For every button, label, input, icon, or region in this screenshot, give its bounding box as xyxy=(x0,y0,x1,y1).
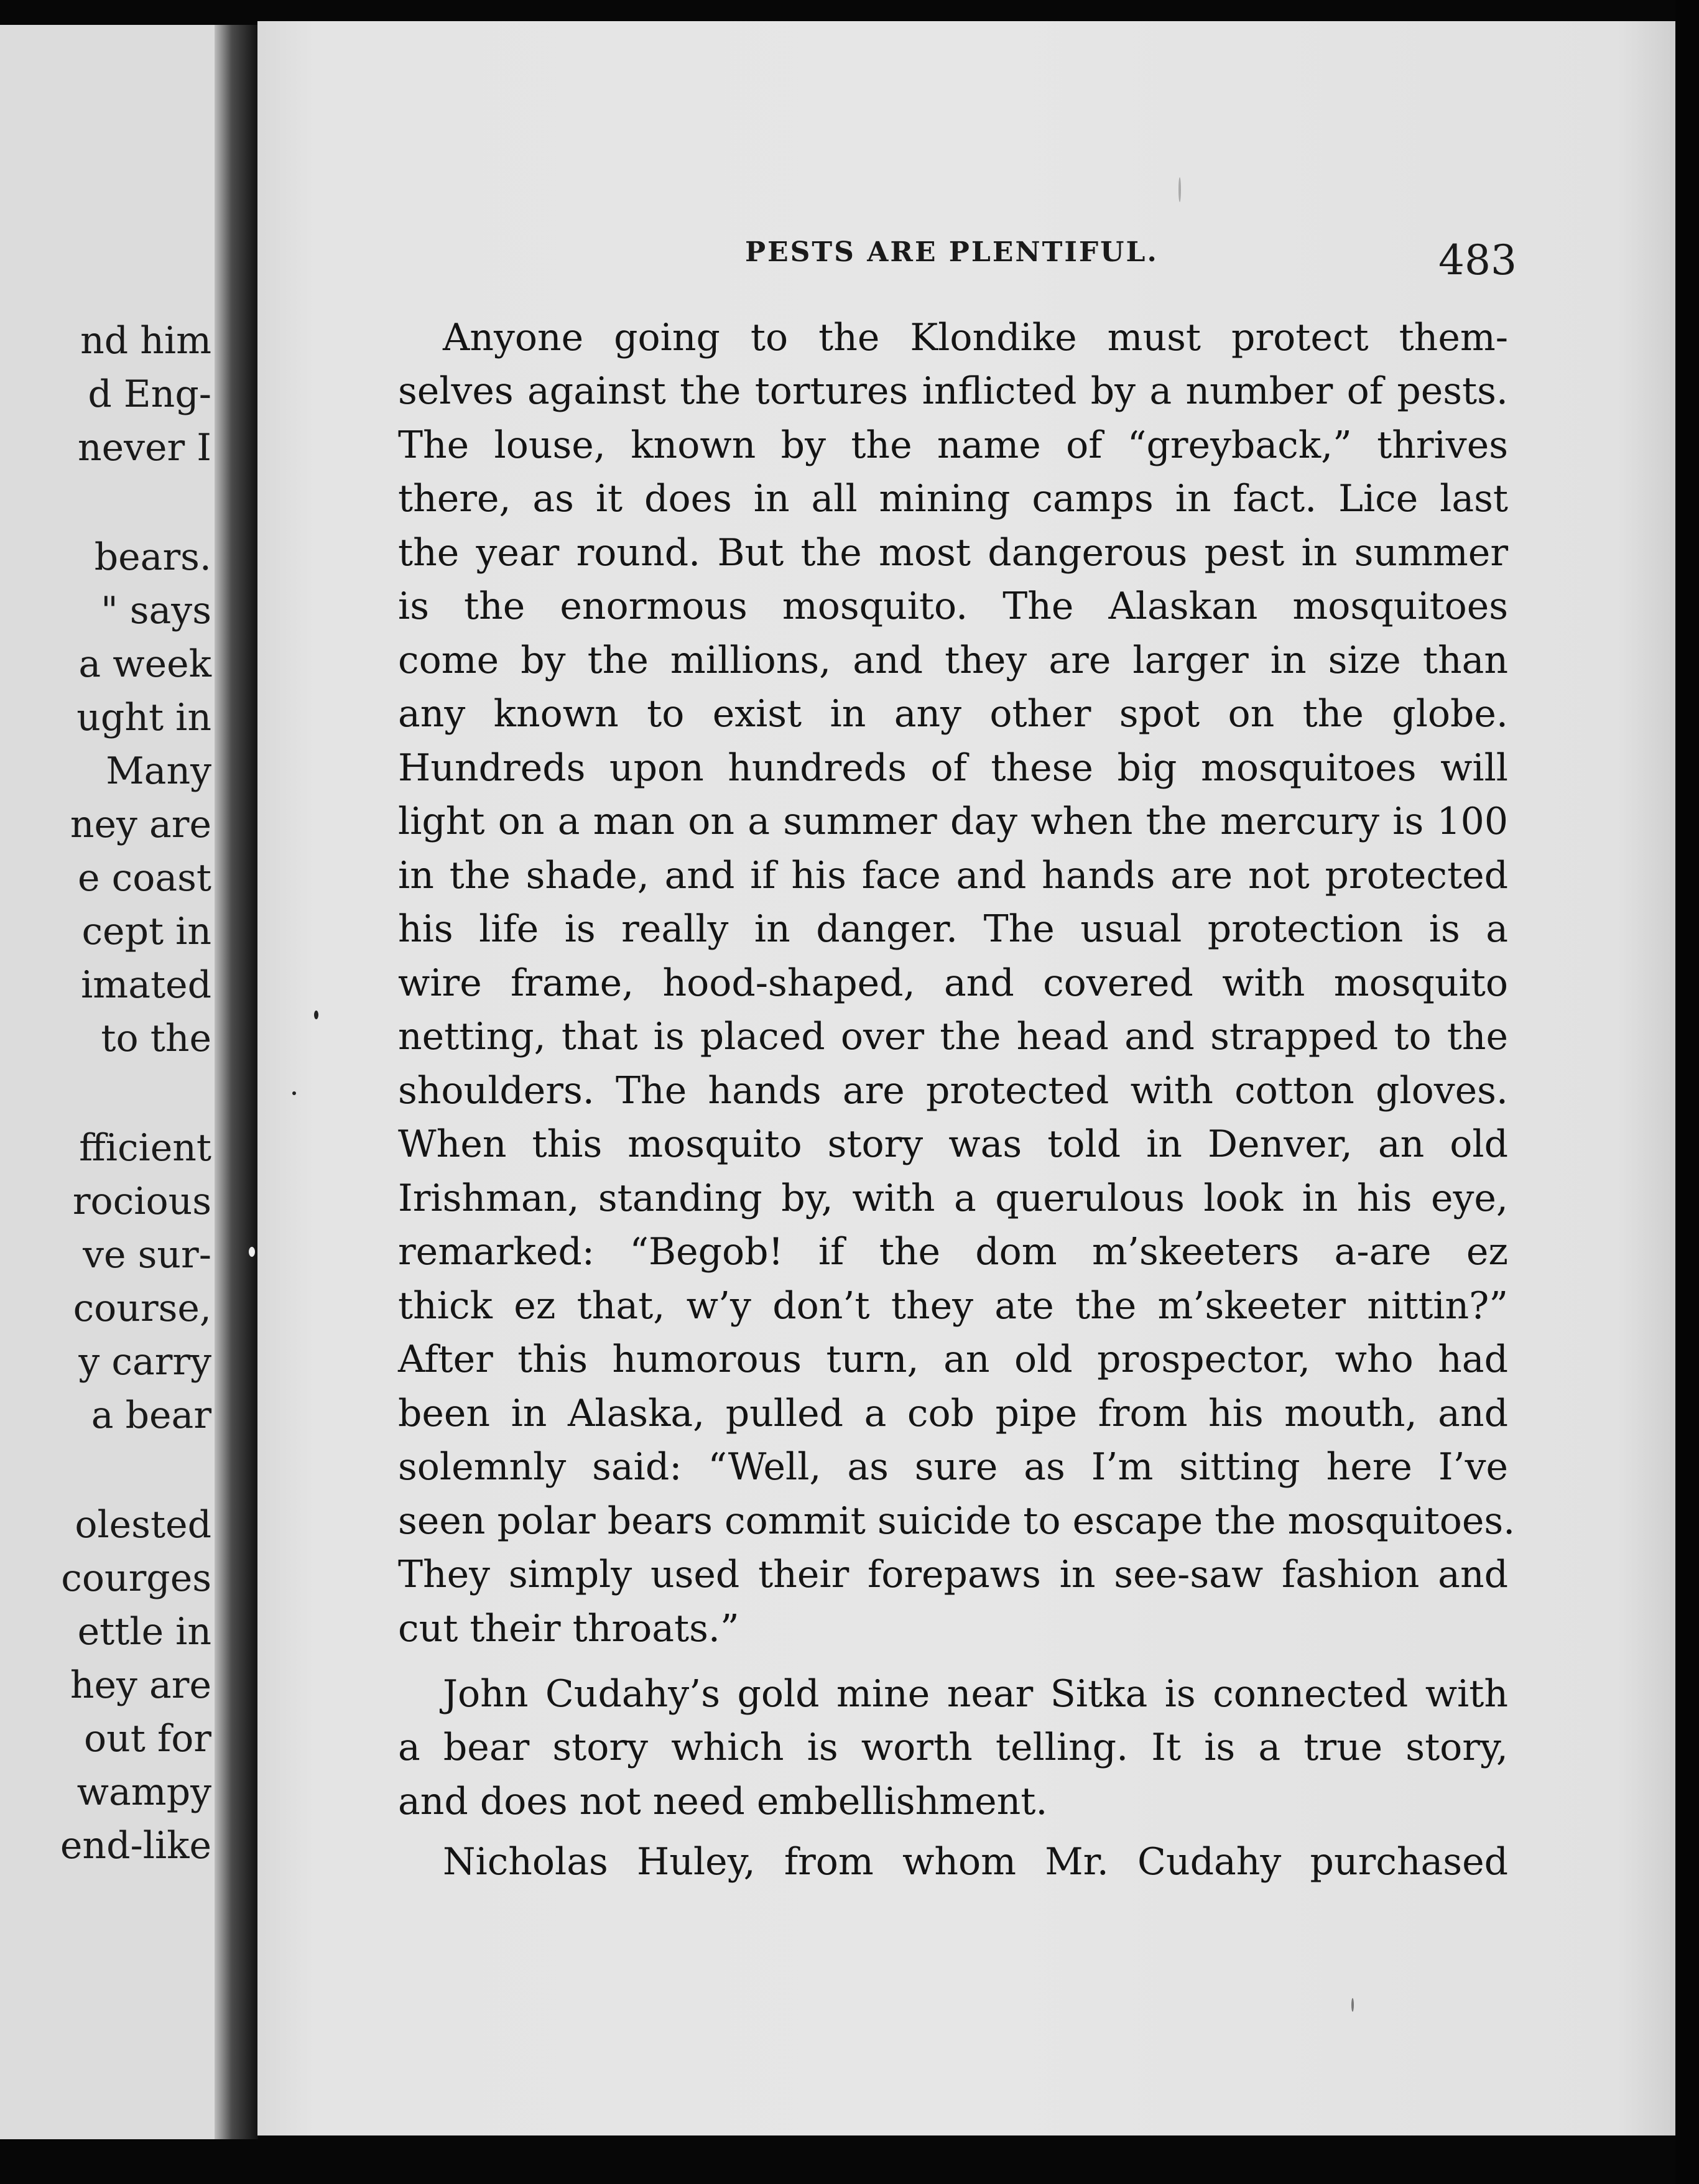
previous-page-line: hey are xyxy=(70,1663,211,1707)
text-line: The louse, known by the name of “greyback,” thrives xyxy=(398,423,1508,467)
text-line: cut their throats.” xyxy=(398,1607,739,1650)
text-line: John Cudahy’s gold mine near Sitka is connected with xyxy=(443,1672,1508,1716)
text-line: and does not need embellishment. xyxy=(398,1780,1048,1823)
previous-page-line: courges xyxy=(61,1557,211,1600)
previous-page-line: fficient xyxy=(79,1126,211,1170)
running-head: PESTS ARE PLENTIFUL. xyxy=(745,236,1159,268)
previous-page-line: wampy xyxy=(76,1770,211,1814)
previous-page-line: ve sur- xyxy=(83,1233,211,1277)
previous-page-line: e coast xyxy=(78,856,211,900)
text-line: a bear story which is worth telling. It is a true story, xyxy=(398,1726,1508,1769)
scan-speck xyxy=(1178,177,1181,202)
text-line: After this humorous turn, an old prospector, who had xyxy=(398,1338,1508,1381)
previous-page-line: end-like xyxy=(60,1824,211,1867)
text-line: Anyone going to the Klondike must protect them- xyxy=(443,316,1508,359)
previous-page-line: imated xyxy=(81,963,211,1007)
text-line: solemnly said: “Well, as sure as I’m sitting here I’ve xyxy=(398,1445,1508,1489)
text-line: is the enormous mosquito. The Alaskan mosquitoes xyxy=(398,585,1508,628)
previous-page-line: Many xyxy=(106,749,211,793)
previous-page-line: ettle in xyxy=(77,1610,211,1654)
text-line: thick ez that, w’y don’t they ate the m’skeeter nittin?” xyxy=(398,1284,1508,1328)
previous-page-line: to the xyxy=(101,1017,211,1060)
previous-page-line: cept in xyxy=(81,910,211,953)
scan-speck xyxy=(314,1011,318,1019)
previous-page-line: ught in xyxy=(76,696,211,739)
previous-page-line: bears. xyxy=(94,535,211,579)
text-line: wire frame, hood-shaped, and covered with mosquito xyxy=(398,961,1508,1005)
text-line: Nicholas Huley, from whom Mr. Cudahy purchased xyxy=(443,1840,1508,1884)
text-line: come by the millions, and they are larger in size than xyxy=(398,639,1508,682)
text-line: there, as it does in all mining camps in fact. Lice last xyxy=(398,477,1508,521)
text-line: netting, that is placed over the head and strapped to the xyxy=(398,1015,1508,1058)
previous-page-line: course, xyxy=(73,1287,211,1330)
previous-page-line: ney are xyxy=(70,803,211,846)
text-line: in the shade, and if his face and hands are not protected xyxy=(398,854,1508,897)
previous-page xyxy=(0,25,218,2139)
text-line: When this mosquito story was told in Denver, an old xyxy=(398,1122,1508,1166)
text-line: any known to exist in any other spot on the globe. xyxy=(398,692,1508,736)
text-line: Irishman, standing by, with a querulous look in his eye, xyxy=(398,1177,1508,1220)
previous-page-line: rocious xyxy=(72,1180,211,1223)
text-line: seen polar bears commit suicide to escape the mosquitoes. xyxy=(398,1499,1516,1543)
text-line: light on a man on a summer day when the mercury is 100 xyxy=(398,800,1508,843)
previous-page-line: nd him xyxy=(80,319,211,363)
text-line: his life is really in danger. The usual protection is a xyxy=(398,907,1508,951)
previous-page-line: never I xyxy=(77,426,211,470)
previous-page-line: y carry xyxy=(78,1340,211,1384)
previous-page-line: out for xyxy=(84,1717,211,1761)
previous-page-line: d Eng- xyxy=(88,372,211,416)
text-line: the year round. But the most dangerous pest in summer xyxy=(398,531,1508,575)
page-number: 483 xyxy=(1438,236,1517,284)
text-line: They simply used their forepaws in see-saw fashion and xyxy=(398,1553,1508,1596)
text-line: shoulders. The hands are protected with cotton gloves. xyxy=(398,1069,1508,1113)
gutter-shadow xyxy=(215,25,258,2139)
text-line: Hundreds upon hundreds of these big mosquitoes will xyxy=(398,746,1508,790)
scan-speck xyxy=(292,1091,296,1095)
text-line: remarked: “Begob! if the dom m’skeeters a-are ez xyxy=(398,1230,1508,1274)
text-line: selves against the tortures inflicted by a number of pests. xyxy=(398,369,1508,413)
scan-speck xyxy=(1351,1998,1354,2012)
previous-page-line: " says xyxy=(101,589,211,632)
previous-page-line: olested xyxy=(75,1503,211,1547)
page-edge xyxy=(1675,0,1699,2184)
previous-page-line: a bear xyxy=(91,1394,211,1437)
previous-page-line: a week xyxy=(78,642,211,686)
text-line: been in Alaska, pulled a cob pipe from his mouth, and xyxy=(398,1392,1508,1435)
scan-speck xyxy=(249,1247,255,1257)
